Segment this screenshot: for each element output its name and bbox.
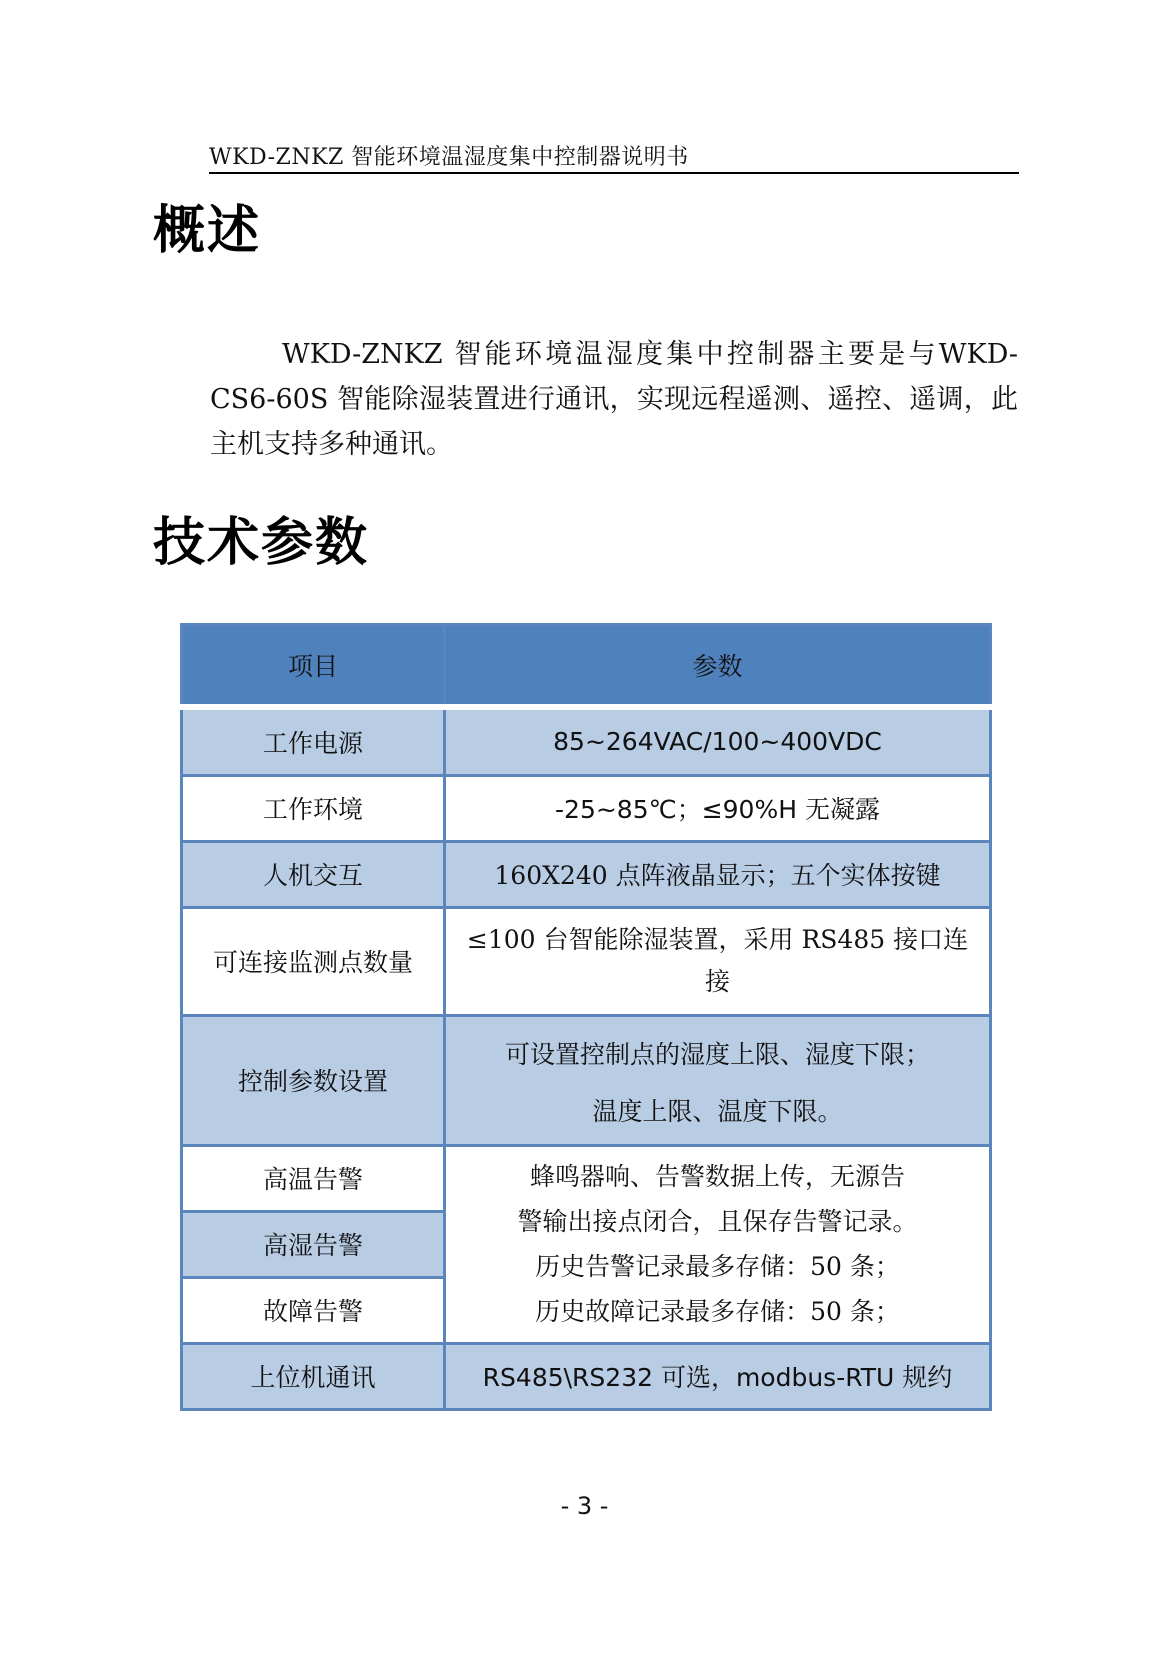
document-header-title: WKD-ZNKZ 智能环境温湿度集中控制器说明书	[209, 145, 689, 170]
table-row	[182, 1015, 991, 1145]
row-item-power: 工作电源	[182, 707, 445, 775]
row-item-high-temp-alarm: 高温告警	[182, 1145, 445, 1211]
alarm-description	[445, 1145, 991, 1343]
specs-heading: 技术参数	[153, 513, 370, 573]
row-item-monitor-points: 可连接监测点数量	[182, 907, 445, 1015]
row-item-hmi: 人机交互	[182, 841, 445, 907]
row-value-power: 85~264VAC/100~400VDC	[445, 707, 991, 775]
row-item-environment: 工作环境	[182, 775, 445, 841]
alarm-desc-line-2: 警输出接点闭合，且保存告警记录。	[517, 1207, 918, 1236]
overview-paragraph: WKD-ZNKZ 智能环境温湿度集中控制器主要是与WKD-CS6-60S 智能除湿装置进行通讯，实现远程遥测、遥控、遥调，此主机支持多种通讯。	[210, 339, 1018, 460]
column-header-item: 项目	[182, 625, 445, 708]
control-params-line-2: 温度上限、温度下限。	[592, 1097, 843, 1126]
table-row	[182, 1343, 991, 1409]
control-params-line-1: 可设置控制点的湿度上限、湿度下限；	[504, 1040, 930, 1069]
header-rule	[209, 172, 1019, 174]
row-item-fault-alarm: 故障告警	[182, 1277, 445, 1343]
alarm-desc-line-3: 历史告警记录最多存储：50 条；	[535, 1252, 900, 1281]
row-item-host-comm: 上位机通讯	[182, 1343, 445, 1409]
table-row	[182, 1145, 991, 1211]
alarm-desc-line-4: 历史故障记录最多存储：50 条；	[535, 1297, 900, 1326]
row-value-environment: -25~85℃；≤90%H 无凝露	[445, 775, 991, 841]
row-value-host-comm: RS485\RS232 可选，modbus-RTU 规约	[445, 1343, 991, 1409]
table-row	[182, 841, 991, 907]
overview-heading: 概述	[153, 201, 262, 261]
row-item-control-params: 控制参数设置	[182, 1015, 445, 1145]
alarm-desc-line-1: 蜂鸣器响、告警数据上传，无源告	[529, 1162, 905, 1191]
row-item-high-humidity-alarm: 高湿告警	[182, 1211, 445, 1277]
row-value-monitor-points: ≤100 台智能除湿装置，采用 RS485 接口连接	[445, 907, 991, 1015]
table-row	[182, 775, 991, 841]
table-row	[182, 707, 991, 775]
spec-table	[180, 623, 992, 1411]
table-row	[182, 907, 991, 1015]
row-value-control-params	[445, 1015, 991, 1145]
row-value-hmi: 160X240 点阵液晶显示；五个实体按键	[445, 841, 991, 907]
page-number: - 3 -	[560, 1492, 609, 1520]
table-header-row	[182, 625, 991, 708]
column-header-value: 参数	[445, 625, 991, 708]
